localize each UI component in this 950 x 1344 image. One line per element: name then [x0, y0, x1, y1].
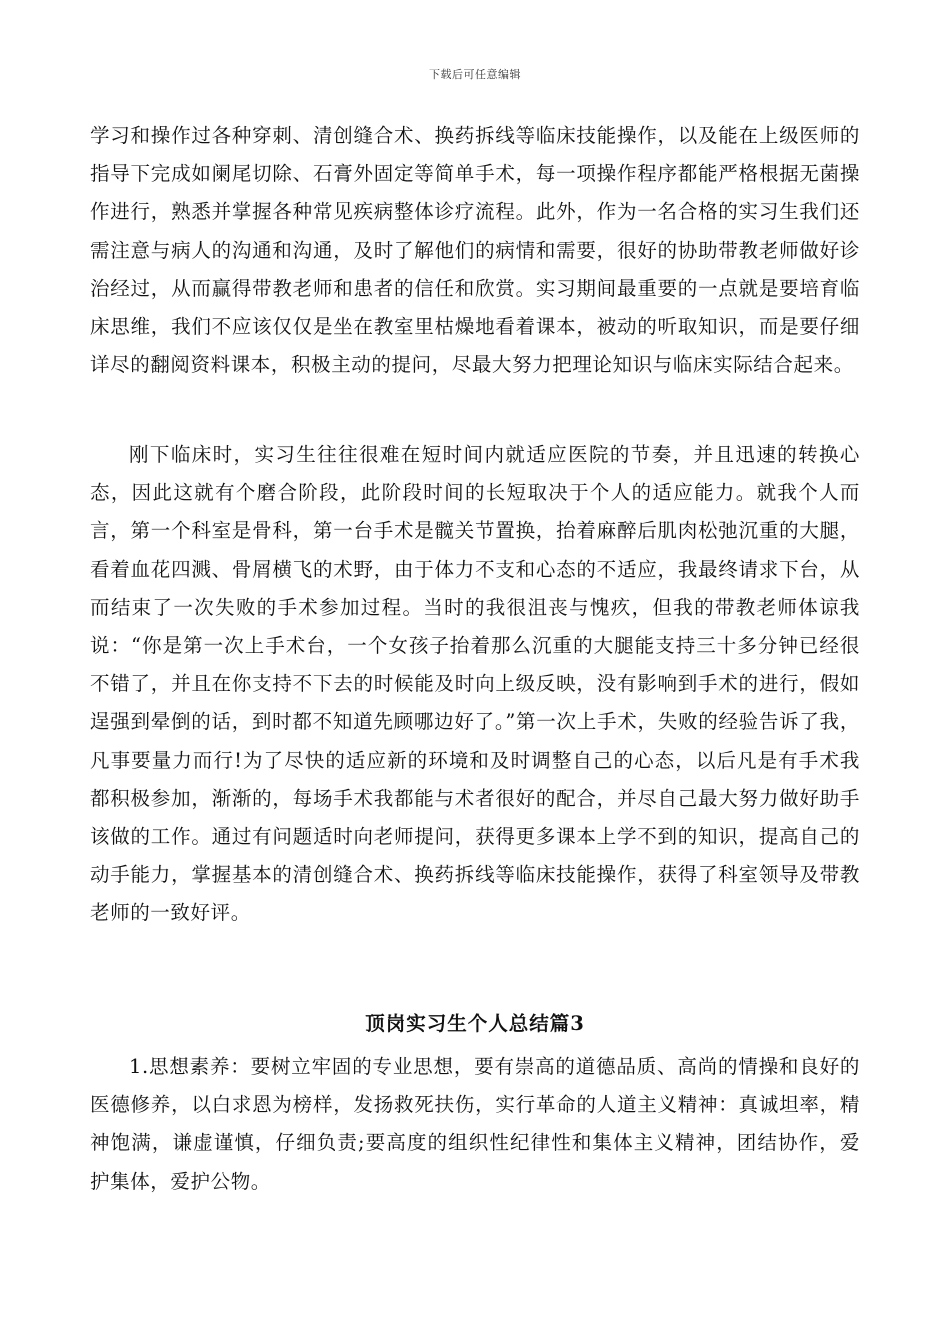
- paragraph-2: 刚下临床时，实习生往往很难在短时间内就适应医院的节奏，并且迅速的转换心态，因此这就有个磨合阶段，此阶段时间的长短取决于个人的适应能力。就我个人而言，第一个科室是骨科，第一台手术是髋关节置换，抬着麻醉后肌肉松弛沉重的大腿，看着血花四溅、骨屑横飞的术野，由于体力不支和心态的不适应，我最终请求下台，从而结束了一次失败的手术参加过程。当时的我很沮丧与愧疚，但我的带教老师体谅我说：“你是第一次上手术台，一个女孩子抬着那么沉重的大腿能支持三十多分钟已经很不错了，并且在你支持不下去的时候能及时向上级反映，没有影响到手术的进行，假如逞强到晕倒的话，到时都不知道先顾哪边好了。”第一次上手术，失败的经验告诉了我，凡事要量力而行!为了尽快的适应新的环境和及时调整自己的心态，以后凡是有手术我都积极参加，渐渐的，每场手术我都能与术者很好的配合，并尽自己最大努力做好助手该做的工作。通过有问题适时向老师提问，获得更多课本上学不到的知识，提高自己的动手能力，掌握基本的清创缝合术、换药拆线等临床技能操作，获得了科室领导及带教老师的一致好评。: [90, 443, 860, 925]
- paragraph-3: 1.思想素养：要树立牢固的专业思想，要有崇高的道德品质、高尚的情操和良好的医德修养，以白求恩为榜样，发扬救死扶伤，实行革命的人道主义精神：真诚坦率，精神饱满，谦虚谨慎，仔细负责;要高度的组织性纪律性和集体主义精神，团结协作，爱护集体，爱护公物。: [90, 1055, 860, 1193]
- paragraph-1: 学习和操作过各种穿刺、清创缝合术、换药拆线等临床技能操作，以及能在上级医师的指导下完成如阑尾切除、石膏外固定等简单手术，每一项操作程序都能严格根据无菌操作进行，熟悉并掌握各种常见疾病整体诊疗流程。此外，作为一名合格的实习生我们还需注意与病人的沟通和沟通，及时了解他们的病情和需要，很好的协助带教老师做好诊治经过，从而赢得带教老师和患者的信任和欣赏。实习期间最重要的一点就是要培育临床思维，我们不应该仅仅是坐在教室里枯燥地看着课本，被动的听取知识，而是要仔细详尽的翻阅资料课本，积极主动的提问，尽最大努力把理论知识与临床实际结合起来。: [90, 124, 860, 377]
- section-title: 顶岗实习生个人总结篇3: [365, 1012, 585, 1035]
- page-header-note: 下载后可任意编辑: [429, 68, 521, 81]
